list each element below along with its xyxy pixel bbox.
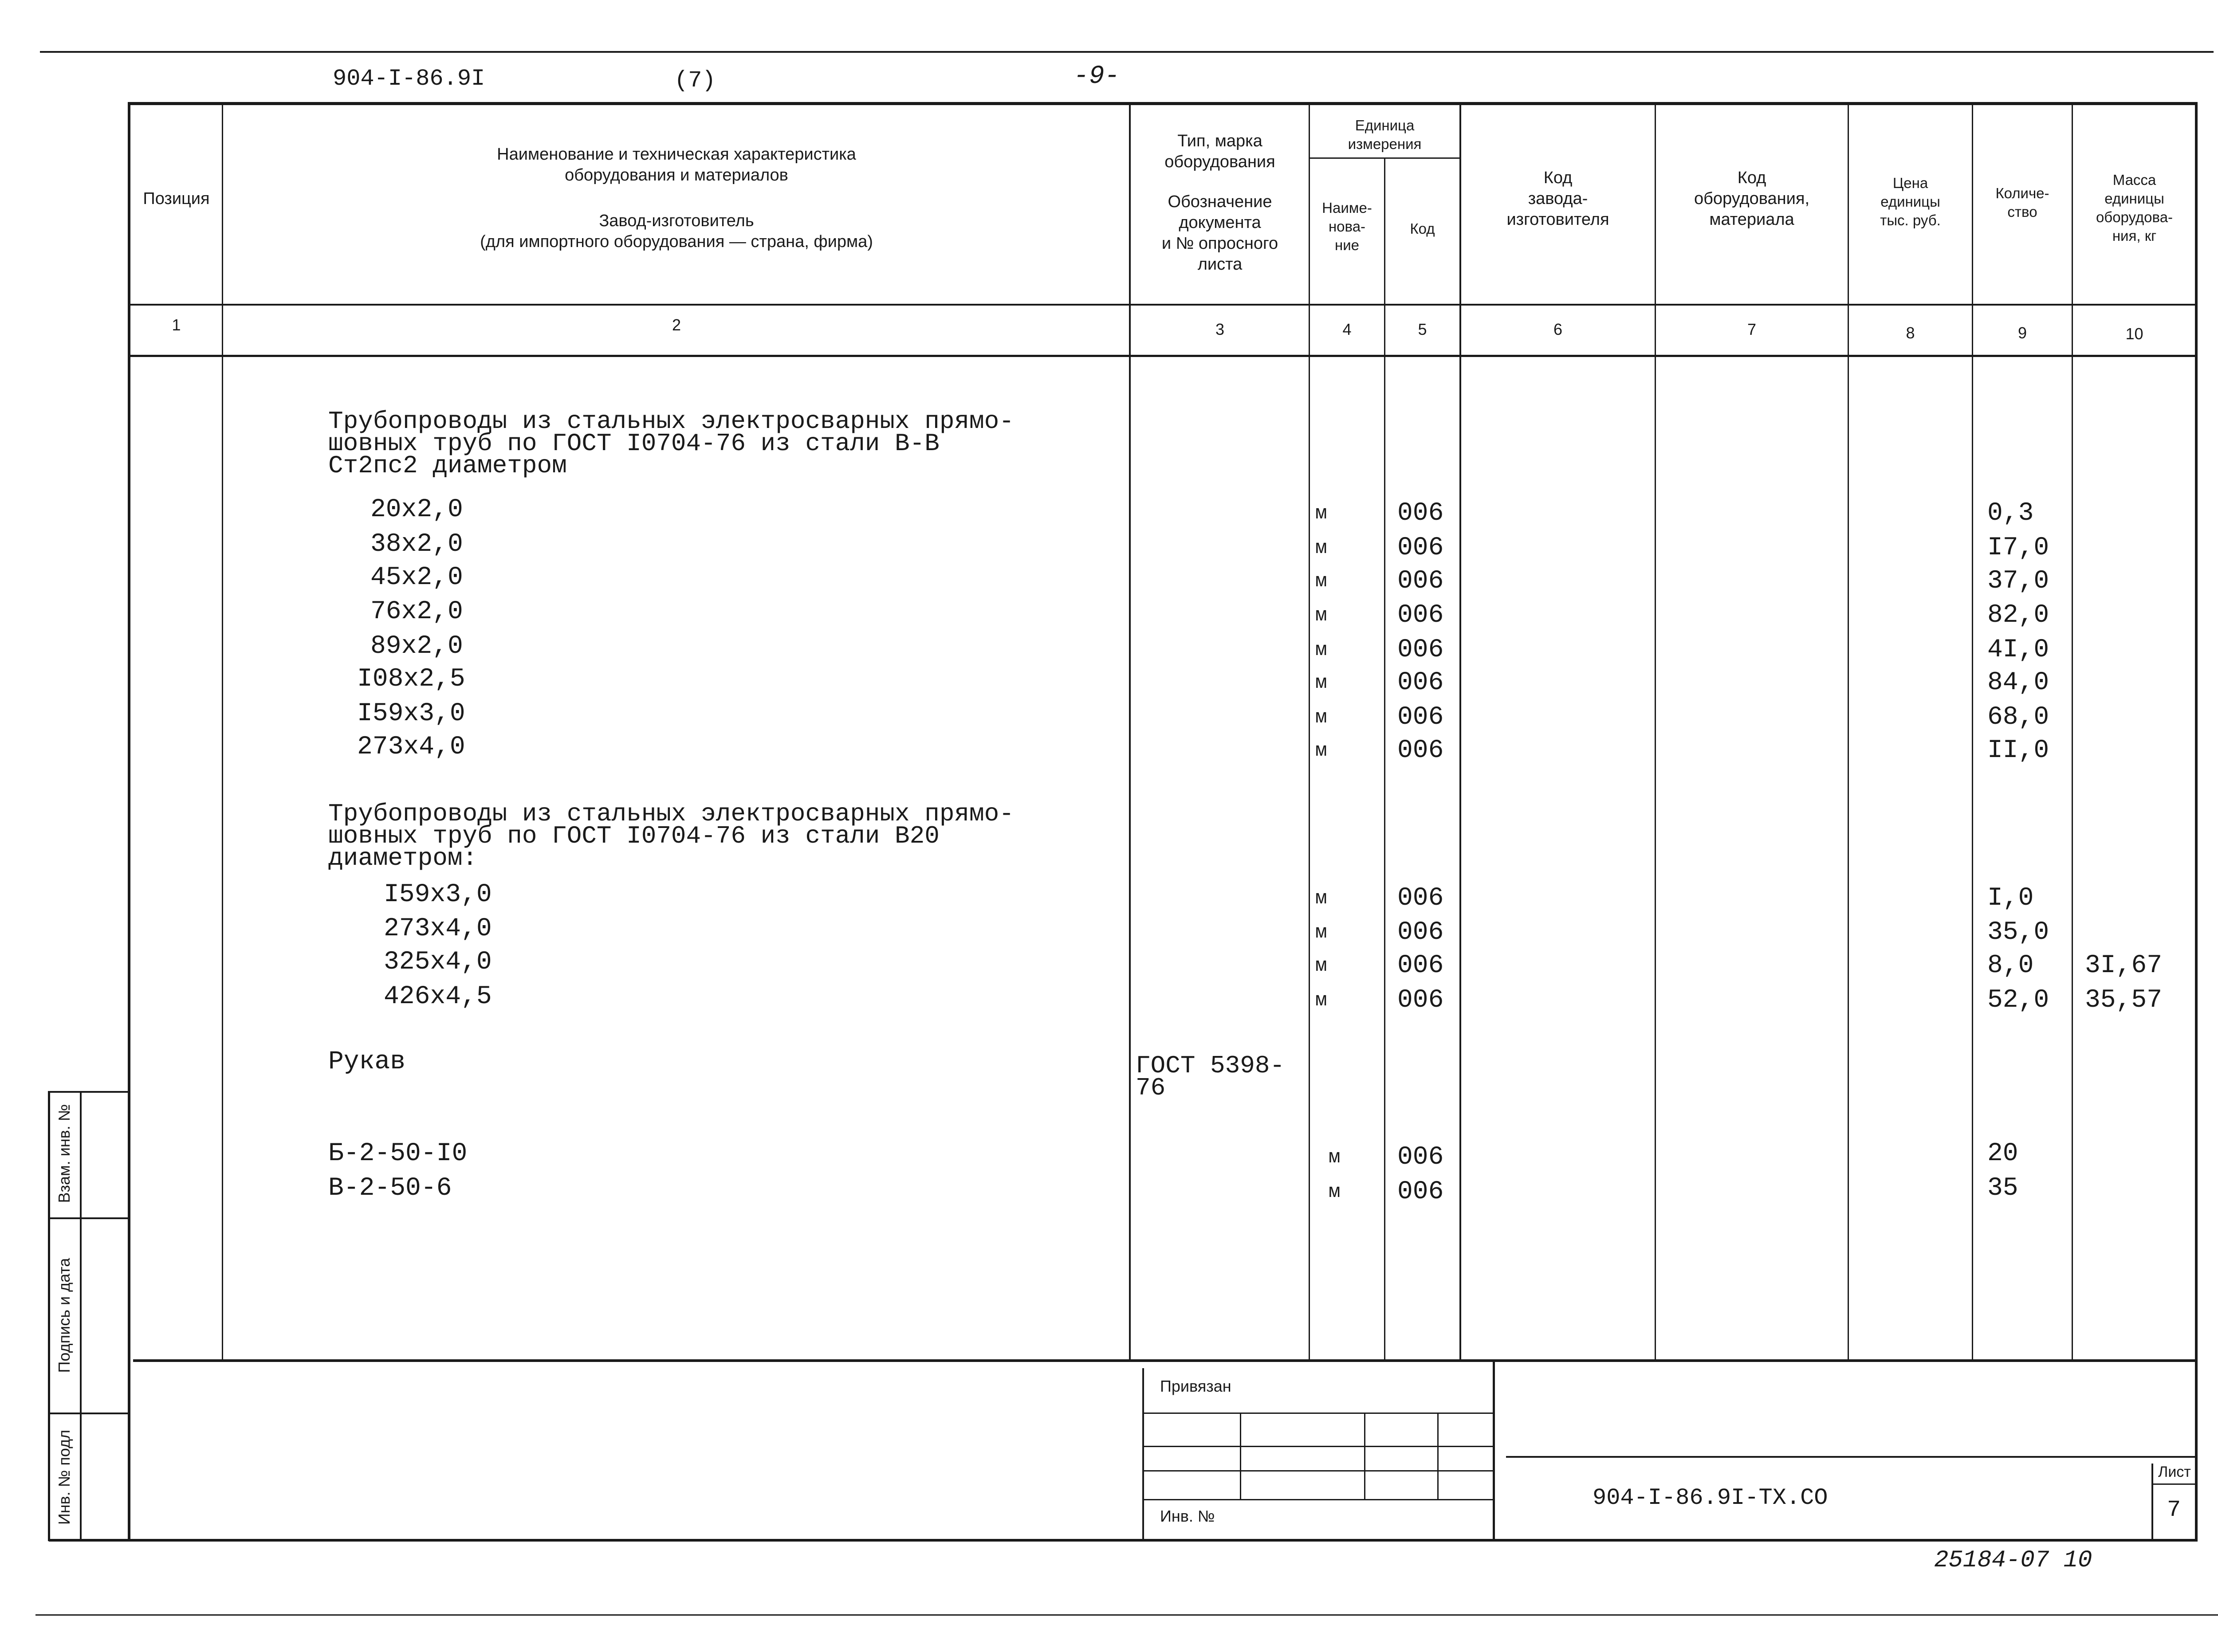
item-mark: Б-2-50-I0 bbox=[328, 1139, 468, 1168]
col-line-6 bbox=[1655, 102, 1656, 1362]
stamp-code-rule bbox=[1506, 1456, 2196, 1458]
unit-code: 006 bbox=[1397, 918, 1444, 947]
top-rule bbox=[40, 51, 2214, 53]
unit-code: 006 bbox=[1397, 601, 1444, 630]
side-inner-line bbox=[80, 1091, 82, 1541]
frame-top bbox=[129, 102, 2196, 105]
header-position: Позиция bbox=[143, 189, 210, 208]
unit-name: м bbox=[1315, 706, 1327, 729]
unit-code: 006 bbox=[1397, 499, 1444, 528]
quantity: 52,0 bbox=[1987, 986, 2049, 1015]
header-manufacturer: Завод-изготовитель (для импортного оборудования — страна, фирма) bbox=[480, 212, 873, 251]
stamp-sheet-number: 7 bbox=[2167, 1497, 2181, 1523]
quantity: 8,0 bbox=[1987, 951, 2034, 980]
quantity: 0,3 bbox=[1987, 499, 2034, 528]
unit-name: м bbox=[1315, 740, 1327, 762]
col-line-9 bbox=[2072, 102, 2073, 1362]
stamp-rule bbox=[1144, 1470, 1493, 1471]
stamp-grid-line bbox=[1364, 1413, 1365, 1499]
col-line-5 bbox=[1459, 102, 1461, 1362]
header-unit-group: Единица измерения bbox=[1348, 117, 1422, 152]
colnum-bottom-rule bbox=[129, 355, 2196, 357]
quantity: 35 bbox=[1987, 1174, 2018, 1203]
group-title: Трубопроводы из стальных электросварных прямо- шовных труб по ГОСТ I0704-76 из стали В-В Ст2пс2 диаметром bbox=[328, 407, 1014, 480]
item-size: 38x2,0 bbox=[370, 530, 463, 559]
top-sheet-paren: (7) bbox=[674, 67, 716, 94]
quantity: 84,0 bbox=[1987, 668, 2049, 697]
side-outer-line bbox=[48, 1091, 50, 1541]
quantity: 4I,0 bbox=[1987, 636, 2049, 664]
side-label-vzam: Взам. инв. № bbox=[55, 1104, 73, 1203]
unit-name: м bbox=[1315, 672, 1327, 694]
col-line-1 bbox=[222, 102, 223, 1362]
header-unit-price: Цена единицы тыс. руб. bbox=[1880, 175, 1941, 228]
unit-code: 006 bbox=[1397, 1177, 1444, 1206]
quantity: I7,0 bbox=[1987, 534, 2049, 562]
quantity: 82,0 bbox=[1987, 601, 2049, 630]
col-line-2 bbox=[1129, 102, 1131, 1362]
item-size: 426x4,5 bbox=[384, 982, 492, 1011]
stamp-sheet-line bbox=[2151, 1464, 2153, 1539]
unit-name: м bbox=[1315, 570, 1327, 593]
item-size: 89x2,0 bbox=[370, 632, 463, 661]
stamp-divider-line bbox=[1493, 1361, 1495, 1539]
unit-name: м bbox=[1315, 639, 1327, 661]
unit-code: 006 bbox=[1397, 951, 1444, 980]
unit-name: м bbox=[1315, 604, 1327, 627]
col-number: 4 bbox=[1342, 320, 1352, 338]
unit-code: 006 bbox=[1397, 703, 1444, 732]
frame-right bbox=[2195, 102, 2198, 1541]
item-size: 20x2,0 bbox=[370, 495, 463, 524]
unit-mass: 35,57 bbox=[2085, 986, 2163, 1015]
quantity: 35,0 bbox=[1987, 918, 2049, 947]
quantity: 68,0 bbox=[1987, 703, 2049, 732]
bottom-note: 25184-07 10 bbox=[1934, 1547, 2092, 1574]
group-title: Трубопроводы из стальных электросварных прямо- шовных труб по ГОСТ I0704-76 из стали В20 диаметром: bbox=[328, 800, 1014, 872]
col-line-8 bbox=[1972, 102, 1973, 1362]
header-doc-designation: Обозначение документа и № опросного листа bbox=[1161, 192, 1278, 274]
stamp-rule bbox=[1144, 1446, 1493, 1447]
body-bottom-rule bbox=[133, 1359, 2196, 1362]
unit-code: 006 bbox=[1397, 636, 1444, 664]
header-name-char: Наименование и техническая характеристика оборудования и материалов bbox=[497, 145, 856, 184]
unit-name: м bbox=[1329, 1146, 1341, 1169]
item-size: 45x2,0 bbox=[370, 563, 463, 592]
header-factory-code: Код завода- изготовителя bbox=[1506, 169, 1609, 229]
item-size: 325x4,0 bbox=[384, 948, 492, 977]
rukav-doc: ГОСТ 5398- 76 bbox=[1136, 1052, 1285, 1102]
stamp-inv-label: Инв. № bbox=[1160, 1507, 1215, 1525]
quantity: II,0 bbox=[1987, 736, 2049, 765]
quantity: 37,0 bbox=[1987, 567, 2049, 596]
unit-name: м bbox=[1315, 887, 1327, 910]
top-doc-code: 904-I-86.9I bbox=[333, 66, 485, 92]
unit-code: 006 bbox=[1397, 668, 1444, 697]
unit-code: 006 bbox=[1397, 884, 1444, 913]
unit-mass: 3I,67 bbox=[2085, 951, 2163, 980]
unit-name: м bbox=[1315, 989, 1327, 1012]
col-line-7 bbox=[1848, 102, 1849, 1362]
stamp-sheet-label: Лист bbox=[2158, 1464, 2191, 1480]
header-quantity: Количе- ство bbox=[1995, 185, 2049, 220]
header-unit-code: Код bbox=[1410, 220, 1435, 237]
unit-name: м bbox=[1329, 1181, 1341, 1203]
unit-code: 006 bbox=[1397, 736, 1444, 765]
item-size: I59x3,0 bbox=[357, 699, 465, 728]
col-line-3 bbox=[1309, 102, 1310, 1362]
col-number: 2 bbox=[672, 316, 681, 334]
unit-name: м bbox=[1315, 922, 1327, 944]
frame-left bbox=[128, 102, 130, 1541]
col-number: 5 bbox=[1418, 320, 1427, 338]
unit-name: м bbox=[1315, 955, 1327, 977]
quantity: I,0 bbox=[1987, 884, 2034, 913]
item-size: I59x3,0 bbox=[384, 880, 492, 909]
unit-code: 006 bbox=[1397, 567, 1444, 596]
page-mark: -9- bbox=[1074, 62, 1120, 91]
unit-code: 006 bbox=[1397, 1143, 1444, 1172]
stamp-sheet-rule bbox=[2151, 1483, 2196, 1485]
header-bottom-rule bbox=[129, 304, 2196, 306]
stamp-doc-code: 904-I-86.9I-TX.CO bbox=[1593, 1485, 1828, 1511]
stamp-grid-line bbox=[1240, 1413, 1241, 1499]
frame-bottom bbox=[49, 1539, 2198, 1542]
unit-name: м bbox=[1315, 502, 1327, 525]
header-unit-name: Наиме- нова- ние bbox=[1322, 200, 1372, 253]
unit-code: 006 bbox=[1397, 986, 1444, 1015]
item-size: 76x2,0 bbox=[370, 597, 463, 626]
stamp-grid-line bbox=[1437, 1413, 1439, 1499]
header-equipment-code: Код оборудования, материала bbox=[1694, 169, 1810, 229]
item-size: 273x4,0 bbox=[357, 733, 465, 761]
unit-code: 006 bbox=[1397, 534, 1444, 562]
rukav-title: Рукав bbox=[328, 1048, 406, 1076]
stamp-rule bbox=[1144, 1499, 1493, 1500]
col-number: 8 bbox=[1906, 324, 1915, 342]
col-number: 6 bbox=[1553, 320, 1563, 338]
item-mark: В-2-50-6 bbox=[328, 1174, 452, 1203]
col-number: 3 bbox=[1215, 320, 1225, 338]
item-size: 273x4,0 bbox=[384, 914, 492, 943]
bottom-trim-line bbox=[35, 1614, 2218, 1616]
quantity: 20 bbox=[1987, 1139, 2018, 1168]
header-type-brand: Тип, марка оборудования bbox=[1164, 132, 1275, 171]
col-number: 1 bbox=[172, 316, 181, 334]
col-number: 7 bbox=[1747, 320, 1757, 338]
header-unit-mass: Масса единицы оборудова- ния, кг bbox=[2096, 172, 2173, 244]
col-number: 10 bbox=[2125, 325, 2143, 343]
side-label-podpis: Подпись и дата bbox=[55, 1258, 73, 1373]
stamp-rule bbox=[1144, 1413, 1493, 1414]
stamp-left-line bbox=[1142, 1368, 1144, 1539]
side-label-inv-podl: Инв. № подл bbox=[55, 1429, 73, 1525]
item-size: I08x2,5 bbox=[357, 665, 465, 694]
unit-name: м bbox=[1315, 537, 1327, 559]
col-number: 9 bbox=[2017, 324, 2027, 342]
stamp-privyazan: Привязан bbox=[1160, 1377, 1231, 1395]
